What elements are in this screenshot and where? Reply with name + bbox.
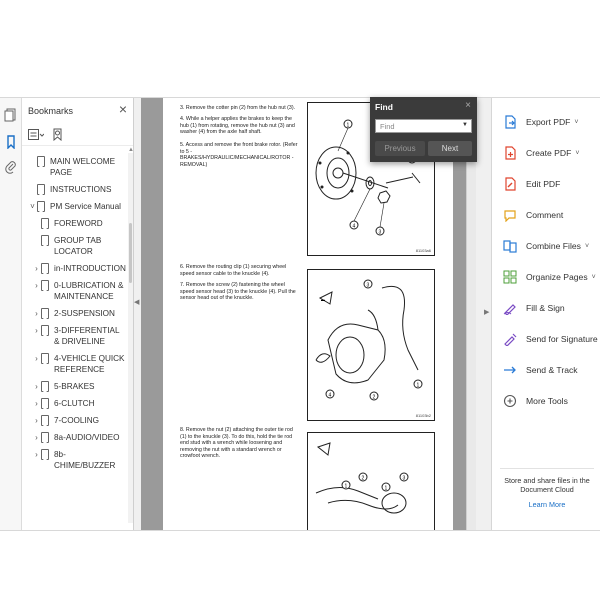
learn-more-link[interactable]: Learn More <box>528 500 566 509</box>
find-input[interactable] <box>375 119 472 133</box>
bookmark-label: 8b-CHIME/BUZZER <box>54 450 116 470</box>
expand-chevron-icon[interactable]: › <box>35 416 38 425</box>
collapse-right-panel-icon[interactable]: ▶ <box>484 309 490 316</box>
bookmark-item[interactable] <box>22 153 126 181</box>
find-title: Find <box>375 102 393 112</box>
send-signature-icon <box>503 332 517 346</box>
page-thumbnails-icon[interactable] <box>4 108 18 122</box>
bookmark-label: in-INTRODUCTION <box>54 264 126 273</box>
tool-label: Comment <box>526 210 564 220</box>
tool-label: More Tools <box>526 396 568 406</box>
export-pdf-icon <box>503 115 517 129</box>
tool-send-track[interactable] <box>492 359 600 381</box>
bookmark-item[interactable] <box>22 260 126 277</box>
bookmark-item[interactable] <box>22 322 126 350</box>
svg-text:3: 3 <box>366 282 370 289</box>
next-button[interactable]: Next <box>428 141 472 156</box>
bookmark-label: 3-DIFFERENTIAL & DRIVELINE <box>54 326 120 346</box>
knuckle-illustration <box>308 270 434 420</box>
tie-rod-illustration <box>308 433 434 531</box>
svg-text:▬: ▬ <box>321 297 325 302</box>
tools-divider <box>500 468 594 469</box>
pdf-page <box>163 98 453 530</box>
bookmark-icon <box>41 235 49 246</box>
pdf-reader-window <box>0 97 600 531</box>
tie-rod-figure <box>307 432 435 531</box>
expand-chevron-icon[interactable]: ˅ <box>30 202 35 211</box>
svg-text:1: 1 <box>384 485 388 492</box>
bookmark-icon <box>41 415 49 426</box>
tool-edit-pdf[interactable] <box>492 173 600 195</box>
expand-chevron-icon[interactable]: › <box>35 399 38 408</box>
bookmark-label: GROUP TAB LOCATOR <box>54 236 102 256</box>
chevron-down-icon[interactable]: ˅ <box>584 242 590 250</box>
close-icon[interactable]: × <box>118 101 127 117</box>
tool-label: Export PDF <box>526 117 571 127</box>
bookmark-label: 6-CLUTCH <box>54 399 95 408</box>
tool-create-pdf[interactable] <box>492 142 600 164</box>
bookmark-icon <box>37 184 45 195</box>
tool-label: Combine Files <box>526 241 581 251</box>
chevron-down-icon[interactable]: ˅ <box>574 118 579 126</box>
bookmark-icon <box>41 263 49 274</box>
tool-label: Fill & Sign <box>526 303 565 313</box>
tools-pane <box>491 98 600 530</box>
bookmarks-panel <box>22 98 134 530</box>
tool-combine-files[interactable] <box>492 235 600 257</box>
tool-label: Organize Pages <box>526 272 588 282</box>
edit-pdf-icon <box>503 177 517 191</box>
tool-send-signature[interactable] <box>492 328 600 350</box>
bookmarks-title: Bookmarks <box>28 106 74 116</box>
bookmark-item[interactable] <box>22 429 126 446</box>
step-text: 4. While a helper applies the brakes to keep the hub (1) from rotating, remove the hub nut (3) and washer (4) from the axle half shaft. <box>180 116 295 136</box>
bookmark-icon <box>37 201 45 212</box>
bookmarks-scrollbar[interactable]: ▲ <box>128 153 133 523</box>
bookmark-item[interactable] <box>22 305 126 322</box>
bookmark-label: 8a-AUDIO/VIDEO <box>54 433 120 442</box>
combine-files-icon <box>503 239 517 253</box>
step-text: 8. Remove the nut (2) attaching the outer tie rod (1) to the knuckle (3). To do this, hold the tie rod end stud with a wrench while loosening and removing the nut with a standard wrench or crowfoot wrench. <box>180 427 293 460</box>
bookmark-label: INSTRUCTIONS <box>50 185 112 194</box>
bookmark-item[interactable] <box>22 232 126 260</box>
navigation-rail <box>0 98 22 530</box>
bookmark-icon <box>41 398 49 409</box>
svg-text:2: 2 <box>361 475 365 482</box>
svg-text:4: 4 <box>328 392 332 399</box>
bookmark-icon <box>41 325 49 336</box>
wheel-sensor-figure <box>307 269 435 421</box>
expand-chevron-icon[interactable]: › <box>35 382 38 391</box>
bookmark-icon <box>41 449 49 460</box>
tool-label: Create PDF <box>526 148 572 158</box>
more-tools-icon <box>503 394 517 408</box>
svg-text:4: 4 <box>352 223 356 230</box>
tool-fill-sign[interactable] <box>492 297 600 319</box>
bookmark-icon <box>41 432 49 443</box>
fill-sign-icon <box>503 301 517 315</box>
bookmark-label: PM Service Manual <box>50 202 121 211</box>
organize-pages-icon <box>503 270 517 284</box>
bookmark-icon <box>41 381 49 392</box>
bookmark-item[interactable] <box>22 412 126 429</box>
expand-chevron-icon[interactable]: › <box>35 281 38 290</box>
bookmark-item[interactable] <box>22 350 126 378</box>
options-menu-icon[interactable] <box>28 129 44 141</box>
bookmark-label: MAIN WELCOME PAGE <box>50 157 116 177</box>
bookmark-icon <box>41 280 49 291</box>
document-scrollbar[interactable] <box>466 98 476 530</box>
figure-code: 81103b2 <box>415 413 431 418</box>
bookmark-item[interactable] <box>22 378 126 395</box>
svg-text:1: 1 <box>416 382 420 389</box>
svg-text:3: 3 <box>378 229 382 236</box>
svg-text:1: 1 <box>344 483 348 490</box>
bookmark-item[interactable] <box>22 198 126 215</box>
tool-label: Edit PDF <box>526 179 561 189</box>
previous-button[interactable]: Previous <box>375 141 425 156</box>
bookmark-label: FOREWORD <box>54 219 103 228</box>
bookmarks-icon[interactable] <box>4 135 18 149</box>
chevron-down-icon[interactable]: ▼ <box>462 122 468 128</box>
bookmark-icon <box>41 353 49 364</box>
document-cloud-promo <box>498 476 596 509</box>
bookmark-label: 2-SUSPENSION <box>54 309 115 318</box>
bookmark-label: 5-BRAKES <box>54 382 95 391</box>
bookmark-label: 7-COOLING <box>54 416 100 425</box>
bookmark-item[interactable] <box>22 215 126 232</box>
send-track-icon <box>503 363 517 377</box>
close-icon[interactable]: × <box>465 100 471 111</box>
expand-chevron-icon[interactable]: › <box>35 264 38 273</box>
step-text: 5. Access and remove the front brake rotor. (Refer to 5 - BRAKES/HYDRAULIC/MECHANICAL/ROTOR - REMOVAL) <box>180 142 298 168</box>
bookmark-icon <box>41 218 49 229</box>
comment-icon <box>503 208 517 222</box>
chevron-down-icon[interactable]: ˅ <box>575 149 580 157</box>
tool-more-tools[interactable] <box>492 390 600 412</box>
svg-text:1: 1 <box>346 122 350 129</box>
tool-export-pdf[interactable] <box>492 111 600 133</box>
bookmark-item[interactable] <box>22 181 126 198</box>
tool-organize-pages[interactable] <box>492 266 600 288</box>
tool-label: Send & Track <box>526 365 578 375</box>
bookmark-icon <box>41 308 49 319</box>
attachments-icon[interactable] <box>4 160 18 174</box>
find-bookmark-icon[interactable] <box>52 128 64 141</box>
expand-chevron-icon[interactable]: › <box>35 354 38 363</box>
bookmarks-toolbar <box>22 126 133 146</box>
expand-chevron-icon[interactable]: › <box>35 326 38 335</box>
figure-code: 81103a6 <box>415 248 431 253</box>
svg-text:2: 2 <box>372 394 376 401</box>
step-text: 7. Remove the screw (2) fastening the wheel speed sensor head (3) to the knuckle (4). Pull the sensor head out of the knuckle. <box>180 282 296 302</box>
bookmark-label: 0-LUBRICATION & MAINTENANCE <box>54 281 124 301</box>
bookmark-label: 4-VEHICLE QUICK REFERENCE <box>54 354 125 374</box>
promo-text: Store and share files in the Document Cloud <box>504 476 590 494</box>
bookmark-item[interactable] <box>22 446 126 474</box>
expand-chevron-icon[interactable]: › <box>35 309 38 318</box>
collapse-left-panel-icon[interactable]: ◀ <box>134 299 140 306</box>
svg-text:3: 3 <box>402 475 406 482</box>
document-viewport[interactable] <box>141 98 476 530</box>
find-dialog <box>370 97 477 162</box>
tool-label: Send for Signature <box>526 334 598 344</box>
step-text: 3. Remove the cotter pin (2) from the hub nut (3). <box>180 105 296 111</box>
bookmark-item[interactable] <box>22 395 126 412</box>
tool-comment[interactable] <box>492 204 600 226</box>
create-pdf-icon <box>503 146 517 160</box>
bookmark-item[interactable] <box>22 277 126 305</box>
expand-chevron-icon[interactable]: › <box>35 450 38 459</box>
expand-chevron-icon[interactable]: › <box>35 433 38 442</box>
find-placeholder: Find <box>380 122 395 131</box>
bookmark-icon <box>37 156 45 167</box>
bookmark-tree <box>22 153 126 474</box>
step-text: 6. Remove the routing clip (1) securing wheel speed sensor cable to the knuckle (4). <box>180 264 287 277</box>
chevron-down-icon[interactable]: ˅ <box>591 273 596 281</box>
